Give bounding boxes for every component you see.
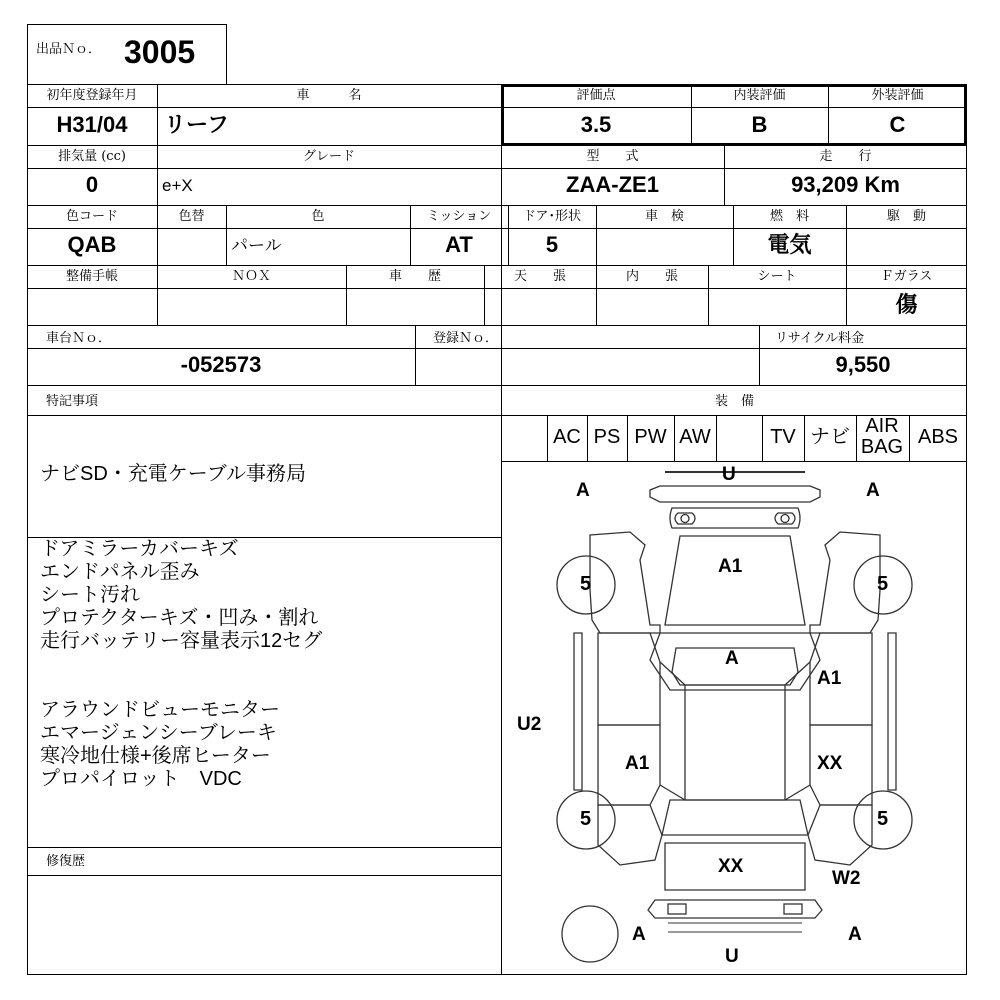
equip-pw: PW xyxy=(634,426,667,448)
tire-rear-right: 5 xyxy=(877,808,889,830)
front-emblem xyxy=(675,513,795,524)
listing-number: 3005 xyxy=(124,34,196,70)
mileage-label: 走 行 xyxy=(819,149,872,164)
tire-rear-left: 5 xyxy=(580,808,592,830)
left-front-fender xyxy=(590,532,660,633)
mark-left-rear: A1 xyxy=(625,753,650,774)
history-label: 車 歴 xyxy=(388,269,441,284)
right-rear-quarter xyxy=(808,805,872,865)
remarks-label: 特記事項 xyxy=(46,394,99,409)
model-value: ZAA-ZE1 xyxy=(566,172,659,197)
tire-front-left: 5 xyxy=(580,573,592,595)
equip-ps: PS xyxy=(593,426,621,448)
mark-trunk: XX xyxy=(718,856,744,877)
right-front-fender xyxy=(810,532,880,633)
mark-front-u: U xyxy=(722,464,736,485)
mark-rear-right-w: W2 xyxy=(832,868,861,889)
color-code-value: QAB xyxy=(67,232,117,257)
left-rocker xyxy=(574,633,582,790)
remarks-line: プロパイロット VDC xyxy=(40,768,242,790)
mark-right-front-door: A1 xyxy=(817,668,842,689)
remarks-line: 走行バッテリー容量表示12セグ xyxy=(40,630,323,652)
recycle-label: リサイクル料金 xyxy=(775,331,865,346)
equip-airbag: AIR BAG xyxy=(860,415,904,458)
fuel-label: 燃 料 xyxy=(769,209,809,224)
grade-label: グレード xyxy=(302,149,355,164)
interior-label: 内装評価 xyxy=(733,88,786,103)
remarks-line: シート汚れ xyxy=(40,584,140,606)
chassis-label: 車台Ｎｏ． xyxy=(46,331,112,346)
remarks-line: ドアミラーカバーキズ xyxy=(40,538,239,560)
maintenance-label: 整備手帳 xyxy=(65,269,118,284)
front-bumper-body xyxy=(650,486,820,502)
repaint-label: 色替 xyxy=(178,209,205,224)
score-value: 3.5 xyxy=(580,112,612,137)
lining-label: 内 張 xyxy=(625,269,678,284)
mark-rear-right-a: A xyxy=(848,924,862,945)
model-label: 型 式 xyxy=(586,149,639,164)
remarks-line: アラウンドビューモニター xyxy=(40,699,280,721)
score-label: 評価点 xyxy=(576,88,616,103)
spare-tire-circle xyxy=(562,906,618,962)
roof-label: 天 張 xyxy=(513,269,566,284)
displacement-value: 0 xyxy=(85,172,99,197)
remarks-line: 寒冷地仕様+後席ヒーター xyxy=(40,745,271,767)
color-value: パール xyxy=(231,236,282,255)
doors-label: ドア･形状 xyxy=(522,209,582,224)
mission-label: ミッション xyxy=(426,209,492,224)
remarks-line: エマージェンシーブレーキ xyxy=(40,722,277,744)
seat-label: シート xyxy=(757,269,797,284)
left-front-door xyxy=(598,633,660,725)
fglass-value: 傷 xyxy=(895,292,918,317)
interior-value: B xyxy=(751,112,768,137)
grade-value: e+X xyxy=(162,176,193,195)
equip-navi: ナビ xyxy=(810,426,850,448)
nox-label: ＮＯＸ xyxy=(231,269,271,284)
mission-value: AT xyxy=(445,232,473,257)
remarks-line: プロテクターキズ・凹み・割れ xyxy=(40,607,319,629)
inspection-label: 車 検 xyxy=(644,209,684,224)
listing-number-label: 出品Ｎｏ． xyxy=(36,42,102,57)
mark-rear-u: U xyxy=(725,946,739,967)
mileage-value: 93,209 Km xyxy=(791,172,900,197)
roof xyxy=(685,685,785,800)
chassis-value: -052573 xyxy=(180,352,262,377)
mark-rear-left-a: A xyxy=(632,924,646,945)
equip-abs: ABS xyxy=(917,426,959,448)
car-diagram xyxy=(502,461,967,975)
first-reg-value: H31/04 xyxy=(56,112,128,137)
equip-aw: AW xyxy=(679,426,711,448)
remarks-line: エンドパネル歪み xyxy=(40,561,200,583)
repair-label: 修復歴 xyxy=(46,854,86,869)
doors-value: 5 xyxy=(545,232,559,257)
mark-front-left-a: A xyxy=(576,480,590,501)
mark-windshield: A xyxy=(725,648,739,669)
recycle-value: 9,550 xyxy=(835,352,891,377)
mark-hood: A1 xyxy=(718,556,743,577)
hood xyxy=(665,536,805,625)
first-reg-label: 初年度登録年月 xyxy=(46,88,138,103)
mark-left-side: U2 xyxy=(517,714,542,735)
equip-ac: AC xyxy=(553,426,581,448)
color-code-label: 色コード xyxy=(65,209,118,224)
remarks-top: ナビSD・充電ケーブル事務局 xyxy=(40,463,306,485)
displacement-label: 排気量 (cc) xyxy=(58,149,126,164)
left-rear-quarter xyxy=(598,805,662,865)
equipment-label: 装 備 xyxy=(714,394,754,409)
drive-label: 駆 動 xyxy=(886,209,926,224)
fglass-label: Ｆガラス xyxy=(880,269,933,284)
car-name-value: リーフ xyxy=(164,112,229,137)
rear-window xyxy=(662,800,808,835)
mark-front-right-a: A xyxy=(866,480,880,501)
fuel-value: 電気 xyxy=(767,232,812,257)
rear-bumper xyxy=(648,900,822,918)
tire-front-right: 5 xyxy=(877,573,889,595)
registration-label: 登録Ｎｏ． xyxy=(433,331,499,346)
car-name-label: 車 名 xyxy=(296,88,362,103)
mark-right-rear: XX xyxy=(817,753,843,774)
equip-tv: TV xyxy=(770,426,796,448)
color-label: 色 xyxy=(311,209,325,224)
exterior-value: C xyxy=(889,112,906,137)
right-rocker xyxy=(888,633,896,790)
exterior-label: 外装評価 xyxy=(871,88,924,103)
